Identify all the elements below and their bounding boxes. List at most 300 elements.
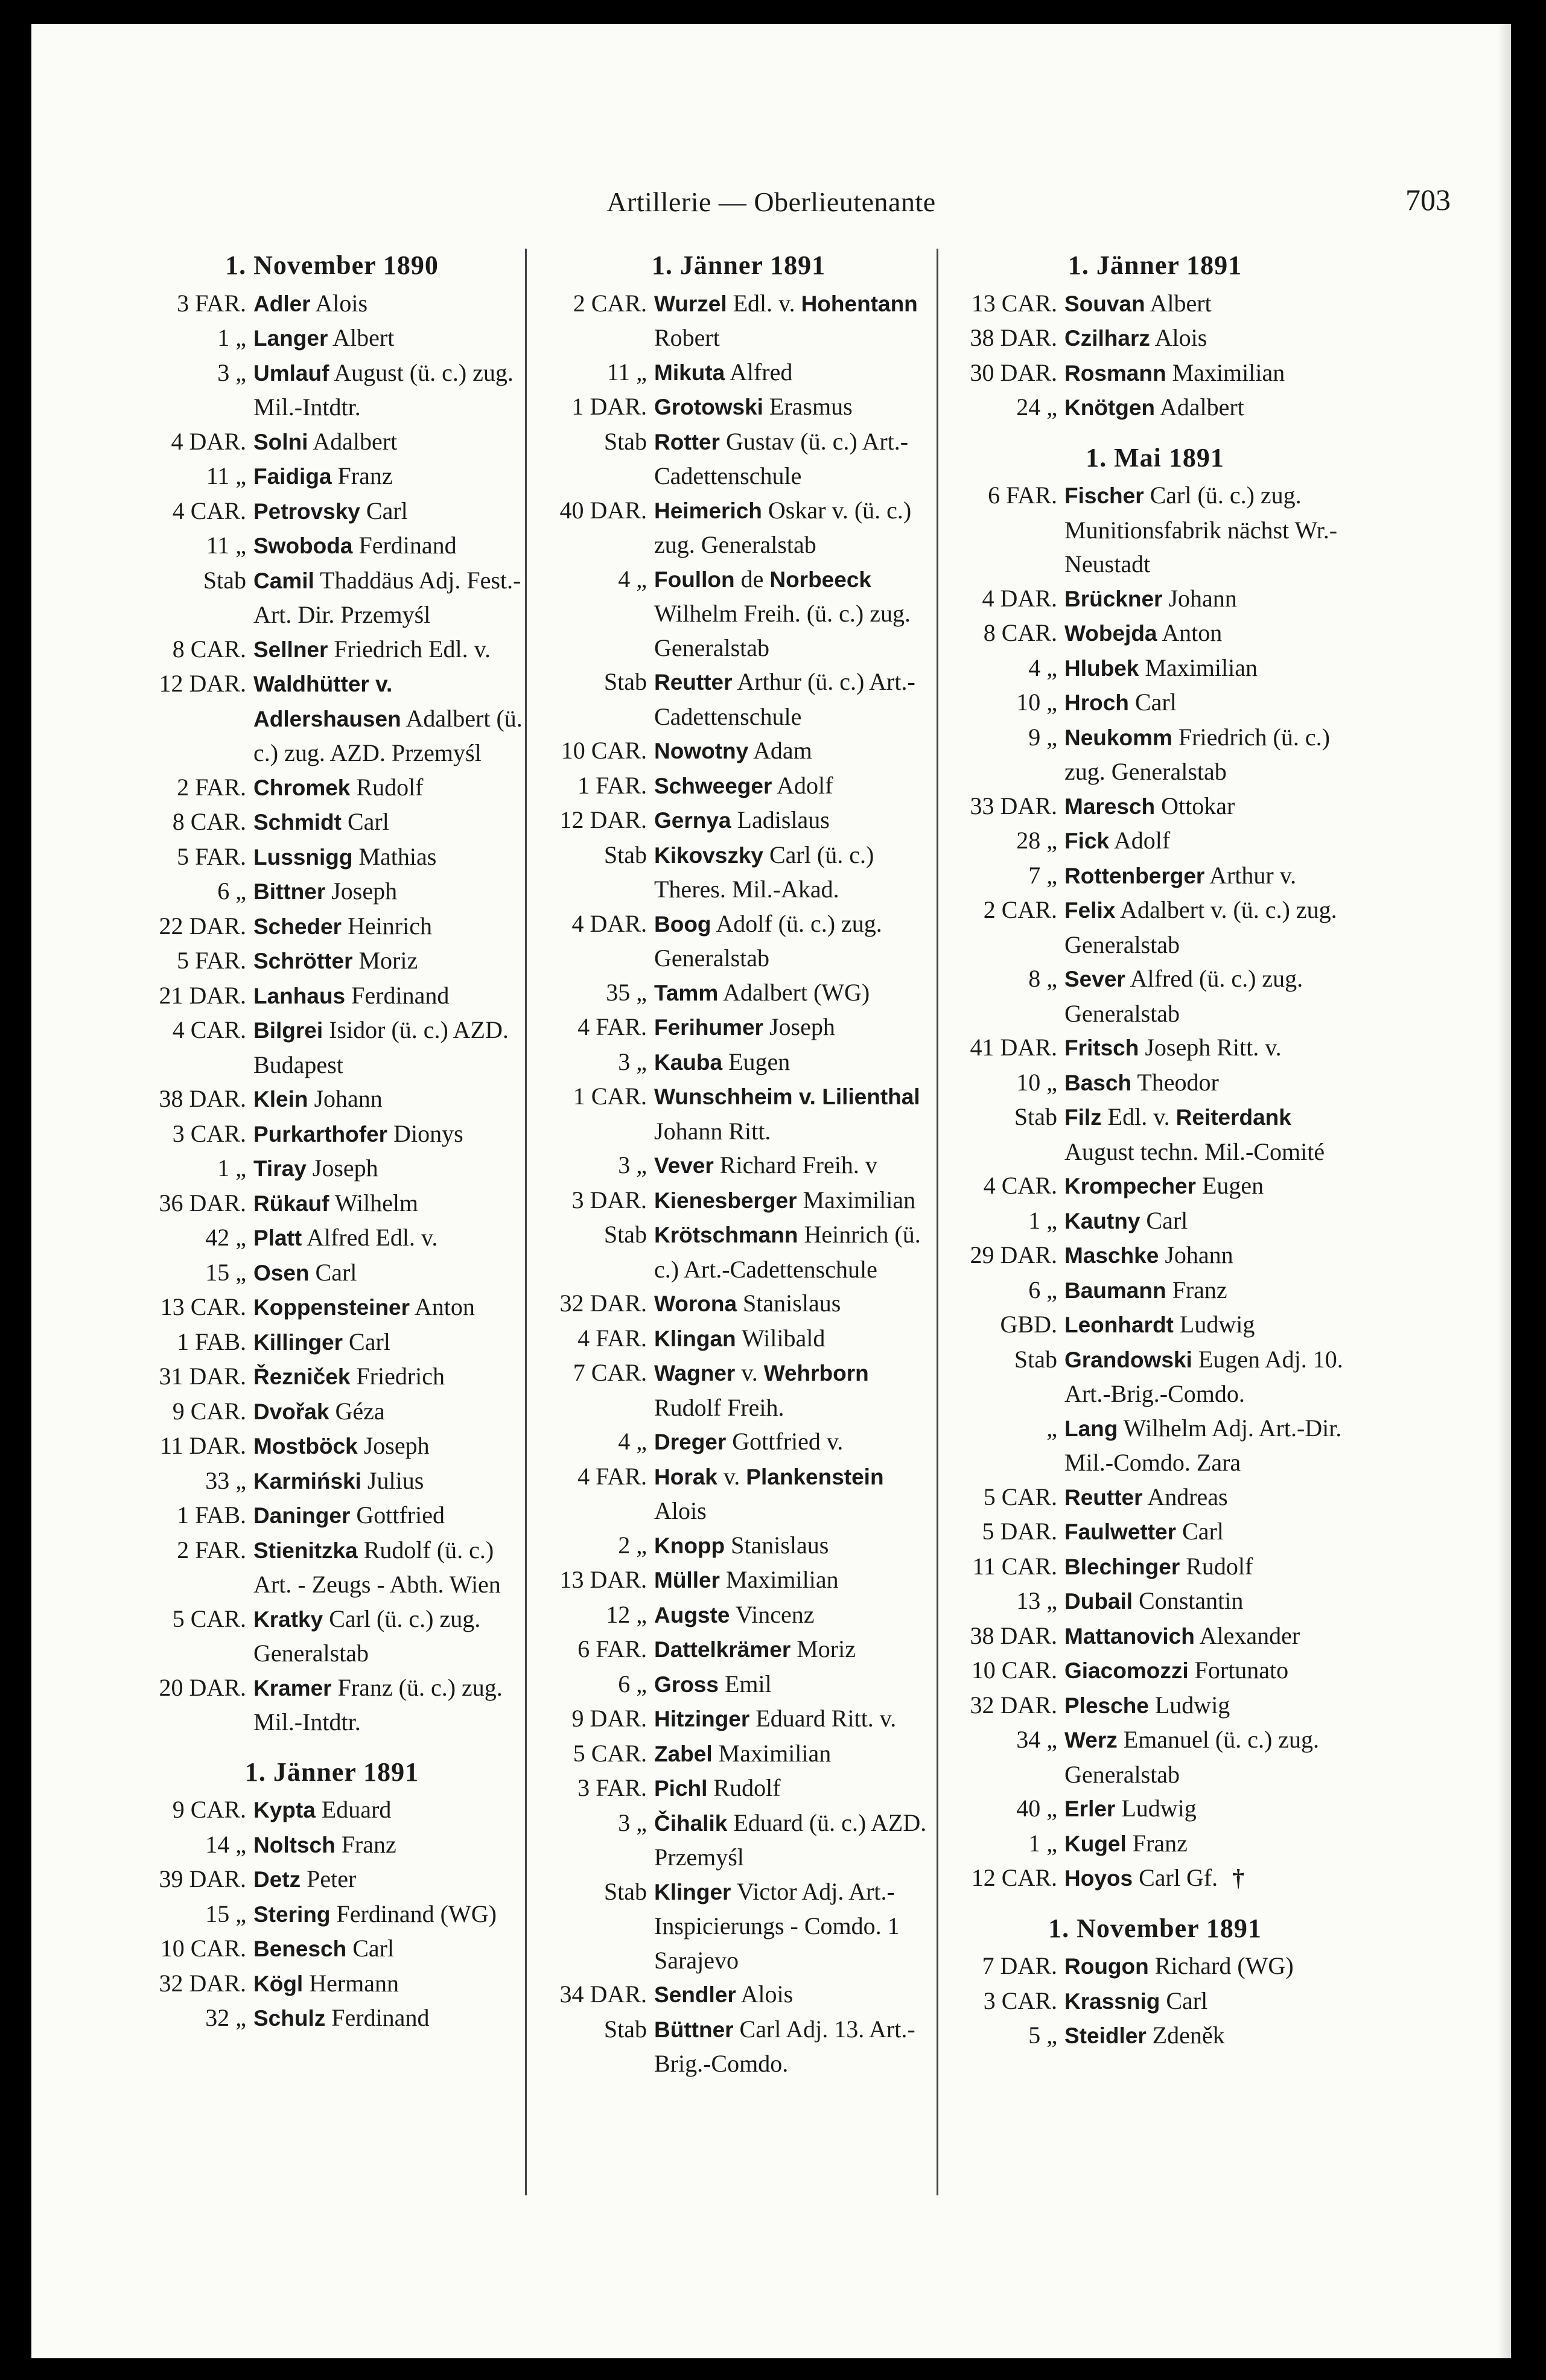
officer-surname: Klinger	[654, 1879, 731, 1904]
entry-text	[654, 494, 938, 562]
entry-details: Mathias	[358, 842, 437, 870]
roster-entry	[139, 1429, 525, 1464]
unit-label: 3 CAR.	[172, 1119, 246, 1147]
entry-text	[1064, 824, 1360, 859]
entry-details-cont: August techn. Mil.-Comité	[1064, 1138, 1325, 1165]
entry-text	[1064, 616, 1360, 651]
entry-text	[654, 769, 938, 804]
unit-label: 38 DAR.	[970, 324, 1057, 351]
entry-text	[1064, 321, 1360, 356]
unit-label: 11 CAR.	[972, 1552, 1057, 1580]
officer-surname: Maresch	[1064, 794, 1156, 819]
roster-entry	[139, 1897, 525, 1932]
entry-text	[654, 1875, 938, 1978]
entry-text	[1064, 1480, 1360, 1515]
entry-text	[654, 734, 938, 769]
officer-surname: Benesch	[253, 1936, 347, 1961]
entry-text	[1064, 1792, 1360, 1827]
entry-details: Carl	[315, 1258, 357, 1286]
entry-text	[253, 1082, 525, 1117]
entry-text	[253, 1967, 525, 2002]
entry-text	[654, 1460, 938, 1529]
entry-text	[654, 1771, 938, 1806]
entry-details: Moriz	[358, 947, 418, 974]
column-2	[539, 249, 938, 2081]
unit-label: 1 FAR.	[577, 771, 647, 799]
roster-entry	[950, 287, 1360, 322]
entry-details: Isidor (ü. c.) AZD. Budapest	[253, 1016, 509, 1078]
unit-label: 41 DAR.	[970, 1034, 1057, 1061]
officer-surname: Schmidt	[253, 810, 342, 835]
entry-text	[253, 1013, 525, 1082]
roster-entry	[539, 838, 938, 907]
entry-text	[1064, 1688, 1360, 1723]
entry-text	[654, 1598, 938, 1633]
roster-entry	[139, 840, 525, 875]
officer-surname: Reutter	[1064, 1484, 1143, 1510]
entry-details: Friedrich Edl. v.	[334, 635, 491, 663]
entry-text	[1064, 390, 1360, 425]
entry-details: Carl	[366, 497, 408, 524]
unit-label: 3 „	[618, 1048, 647, 1075]
entry-text	[253, 529, 525, 564]
entry-details: Edl. v.	[733, 289, 795, 317]
entry-text	[1064, 1343, 1360, 1411]
unit-label: 5 CAR.	[983, 1483, 1057, 1510]
roster-entry	[950, 1343, 1360, 1411]
officer-surname: Baumann	[1064, 1278, 1166, 1303]
roster-entry	[950, 1515, 1360, 1550]
entry-text	[253, 1186, 525, 1221]
entry-details: Alois	[1154, 324, 1207, 351]
roster-entry	[539, 1218, 938, 1287]
entry-details: Hermann	[309, 1969, 399, 1997]
roster-entry	[139, 805, 525, 840]
roster-entry	[950, 321, 1360, 356]
roster-entry	[139, 1464, 525, 1499]
roster-entry	[539, 1148, 938, 1183]
unit-label: 1 „	[217, 324, 246, 351]
unit-label: 13 DAR.	[559, 1566, 647, 1593]
entry-details: Richard Freih. v	[719, 1151, 877, 1179]
entry-text	[1064, 582, 1360, 617]
unit-label: 29 DAR.	[970, 1241, 1057, 1268]
officer-surname: Stienitzka	[253, 1538, 358, 1563]
officer-surname: Daninger	[253, 1503, 351, 1528]
entry-details: Moriz	[797, 1635, 856, 1662]
officer-surname: Wurzel	[654, 291, 727, 316]
officer-surname: Foullon	[654, 567, 735, 592]
entry-details: Adalbert (ü. c.) zug. AZD. Przemyśl	[253, 704, 523, 766]
officer-surname: Büttner	[654, 2017, 734, 2042]
unit-label: 12 CAR.	[971, 1864, 1057, 1891]
unit-label: 30 DAR.	[970, 358, 1057, 386]
unit-label: 10 CAR.	[971, 1656, 1057, 1684]
entry-text	[1064, 1515, 1360, 1550]
unit-label: 24 „	[1016, 393, 1057, 421]
roster-entry	[139, 771, 525, 806]
officer-surname: Killinger	[253, 1329, 343, 1355]
entry-details: Carl (ü. c.) zug. Generalstab	[253, 1605, 481, 1667]
entry-details-cont: Rudolf Freih.	[654, 1393, 784, 1421]
entry-text	[253, 667, 525, 771]
document-page	[31, 24, 1511, 2358]
entry-details: Anton	[414, 1293, 475, 1320]
entry-details: v.	[741, 1359, 758, 1386]
roster-entry	[950, 582, 1360, 617]
officer-surname: Krötschmann	[654, 1223, 798, 1247]
roster-entry	[539, 1598, 938, 1633]
entry-details: Gottfried	[356, 1501, 445, 1529]
roster-entry	[950, 1792, 1360, 1827]
officer-surname: Dattelkrämer	[654, 1637, 791, 1662]
unit-label: 1 FAB.	[177, 1328, 246, 1355]
roster-entry	[539, 1771, 938, 1806]
roster-entry	[950, 1411, 1360, 1480]
roster-entry	[139, 459, 525, 494]
entry-details: Rudolf	[1186, 1552, 1253, 1580]
unit-label: 4 „	[618, 1428, 647, 1455]
section-heading: 1. Jänner 1891	[1067, 250, 1242, 280]
unit-label: 12 „	[606, 1600, 647, 1628]
entry-text	[654, 355, 938, 390]
entry-details: Fortunato	[1194, 1656, 1289, 1684]
entry-text	[654, 1425, 938, 1460]
roster-entry	[139, 1151, 525, 1186]
officer-surname: Lang	[1064, 1416, 1118, 1441]
roster-entry	[139, 356, 525, 425]
unit-label: 10 „	[1016, 1068, 1057, 1096]
entry-details: Eugen	[728, 1048, 790, 1075]
roster-entry	[950, 2019, 1360, 2054]
officer-surname: Steidler	[1064, 2023, 1147, 2048]
officer-surname: Nowotny	[654, 739, 749, 763]
roster-entry	[950, 356, 1360, 391]
officer-surname: Faidiga	[253, 464, 332, 489]
entry-details: Maximilian	[718, 1739, 832, 1767]
entry-details: Carl (ü. c.) Theres. Mil.-Akad.	[654, 841, 874, 903]
roster-entry	[139, 1793, 525, 1828]
roster-entry	[539, 976, 938, 1011]
entry-text	[654, 2012, 938, 2081]
entry-details: Victor Adj. Art.-Inspicierungs - Comdo. 1 Sarajevo	[654, 1877, 900, 1974]
roster-entry	[539, 1460, 938, 1529]
unit-label: 12 DAR.	[159, 670, 246, 697]
roster-entry	[950, 893, 1360, 962]
entry-text	[253, 1221, 525, 1256]
entry-text	[1064, 1273, 1360, 1308]
entry-details: Maximilian	[803, 1186, 916, 1214]
roster-entry	[139, 667, 525, 771]
officer-surname: Kauba	[654, 1049, 723, 1075]
entry-text	[253, 1897, 525, 1932]
roster-entry	[950, 616, 1360, 651]
officer-surname: Knötgen	[1064, 395, 1156, 420]
entry-details: Joseph	[331, 877, 398, 905]
roster-entry	[950, 1169, 1360, 1204]
entry-text	[654, 665, 938, 734]
entry-details: Franz (ü. c.) zug. Mil.-Intdtr.	[253, 1673, 503, 1736]
entry-text	[654, 1148, 938, 1183]
unit-label: 5 FAR.	[177, 947, 246, 974]
roster-entry	[139, 1602, 525, 1671]
officer-surname: Krompecher	[1064, 1174, 1196, 1198]
unit-label: GBD.	[1000, 1311, 1057, 1338]
entry-details: Carl Gf.	[1139, 1864, 1218, 1891]
roster-entry	[539, 1080, 938, 1148]
entry-text	[654, 1218, 938, 1287]
entry-details: Theodor	[1137, 1068, 1219, 1096]
unit-label: 14 „	[205, 1830, 246, 1858]
unit-label: 5 DAR.	[982, 1518, 1057, 1545]
entry-text	[253, 356, 525, 425]
unit-label: 12 DAR.	[559, 806, 647, 833]
entry-text	[1064, 651, 1360, 686]
unit-label: 5 CAR.	[573, 1739, 647, 1767]
unit-label: 4 FAR.	[577, 1324, 647, 1352]
roster-entry	[539, 803, 938, 838]
roster-entry	[139, 1013, 525, 1082]
officer-surname: Plesche	[1064, 1693, 1149, 1718]
entry-text	[1064, 1066, 1360, 1101]
entry-text	[253, 1862, 525, 1897]
entry-details: Adalbert	[1159, 393, 1244, 421]
entry-details: Ludwig	[1154, 1691, 1230, 1719]
entry-text	[253, 1533, 525, 1602]
unit-label: 4 FAR.	[577, 1013, 647, 1040]
officer-surname: Camil	[253, 568, 314, 593]
section-heading: 1. Jänner 1891	[651, 250, 826, 280]
entry-details: Friedrich	[356, 1363, 445, 1390]
roster-entry	[139, 1290, 525, 1325]
officer-surname: Maschke	[1064, 1243, 1159, 1268]
entry-details-cont: Wilhelm Freih. (ü. c.) zug. Generalstab	[654, 600, 911, 661]
roster-entry	[950, 479, 1360, 582]
entry-text	[1064, 1619, 1360, 1654]
officer-surname: Filz	[1064, 1105, 1102, 1130]
entry-details-cont: Robert	[654, 324, 720, 351]
roster-entry	[139, 1395, 525, 1430]
roster-entry	[539, 1010, 938, 1045]
officer-surname: Neukomm	[1064, 725, 1172, 750]
unit-label: 8 CAR.	[172, 808, 246, 835]
roster-entry	[539, 1356, 938, 1425]
unit-label: 11 „	[206, 532, 246, 559]
entry-details: Carl	[1146, 1206, 1188, 1234]
entry-text	[1064, 1584, 1360, 1619]
entry-details: Peter	[307, 1865, 357, 1892]
officer-surname: Adler	[253, 291, 311, 316]
roster-entry	[950, 1949, 1360, 1984]
entry-text	[654, 390, 938, 425]
officer-surname: Noltsch	[253, 1832, 336, 1857]
entry-details: Adalbert (WG)	[723, 978, 870, 1006]
entry-details: Eugen Adj. 10. Art.-Brig.-Comdo.	[1064, 1345, 1343, 1407]
officer-surname: Kienesberger	[654, 1188, 797, 1213]
officer-surname: Hitzinger	[654, 1707, 750, 1731]
entry-details: Carl	[347, 808, 389, 835]
entry-text	[253, 2001, 525, 2036]
entry-text	[253, 459, 525, 494]
entry-text	[654, 1978, 938, 2012]
roster-entry	[539, 1806, 938, 1875]
officer-surname: Fick	[1064, 829, 1110, 853]
section-heading: 1. November 1890	[225, 250, 439, 280]
entry-text	[654, 1632, 938, 1667]
officer-surname: Müller	[654, 1568, 720, 1592]
officer-surname: Wobejda	[1064, 621, 1157, 646]
entry-text	[253, 1793, 525, 1828]
entry-text	[1064, 1169, 1360, 1204]
roster-entry	[139, 1671, 525, 1740]
unit-label: 5 FAR.	[177, 842, 246, 870]
unit-label: 34 „	[1016, 1726, 1057, 1753]
unit-label: 4 „	[618, 565, 647, 593]
entry-details: Alfred Edl. v.	[306, 1224, 438, 1251]
officer-surname: Sellner	[253, 637, 328, 662]
officer-surname: Solni	[253, 429, 308, 454]
entry-text	[654, 287, 938, 355]
officer-surname: Swoboda	[253, 533, 353, 558]
entry-text	[1064, 1411, 1360, 1480]
entry-details: Johann Ritt.	[654, 1117, 771, 1145]
officer-surname: Sendler	[654, 1982, 736, 2007]
entry-details: Heinrich	[348, 912, 432, 940]
unit-label: 3 CAR.	[983, 1987, 1057, 2014]
unit-label: 7 CAR.	[573, 1359, 647, 1386]
entry-text	[654, 1287, 938, 1322]
entry-details: Alexander	[1199, 1621, 1300, 1649]
officer-surname: Platt	[253, 1226, 302, 1250]
entry-text	[1064, 1204, 1360, 1239]
roster-entry	[950, 1031, 1360, 1066]
unit-label: 34 DAR.	[559, 1981, 647, 2008]
entry-details: Carl (ü. c.) zug. Munitionsfabrik nächst Wr.-Neustadt	[1064, 482, 1338, 578]
roster-entry	[539, 1529, 938, 1564]
entry-text	[253, 1498, 525, 1533]
unit-label: 9 CAR.	[172, 1397, 246, 1425]
unit-label: 10 „	[1016, 689, 1057, 716]
entry-text	[1064, 1949, 1360, 1984]
unit-label: 32 DAR.	[159, 1969, 246, 1997]
officer-surname: Felix	[1064, 898, 1116, 923]
entry-text	[1064, 1308, 1360, 1343]
entry-details: Alfred	[729, 358, 793, 386]
roster-entry	[539, 1322, 938, 1357]
unit-label: 5 CAR.	[172, 1605, 246, 1632]
section-heading: 1. November 1891	[1048, 1913, 1262, 1943]
unit-label: 10 CAR.	[561, 737, 647, 764]
entry-details: Ferdinand (WG)	[336, 1900, 497, 1927]
unit-label: Stab	[1014, 1345, 1057, 1373]
entry-text	[654, 1010, 938, 1045]
roster-entry	[950, 1723, 1360, 1792]
entry-details: Franz	[337, 462, 393, 489]
entry-details: Franz	[1172, 1276, 1227, 1303]
roster-entry	[950, 1100, 1360, 1169]
entry-details: Emil	[724, 1670, 772, 1698]
entry-text	[253, 840, 525, 875]
entry-text	[654, 1322, 938, 1357]
unit-label: 1 „	[1028, 1829, 1057, 1857]
roster-entry	[139, 944, 525, 979]
entry-text	[1064, 789, 1360, 824]
entry-text	[253, 771, 525, 806]
unit-label: 8 „	[1028, 965, 1057, 992]
officer-surname: Grotowski	[654, 395, 763, 419]
officer-surname: Vever	[654, 1153, 714, 1178]
roster-entry	[539, 1702, 938, 1737]
officer-surname: Ferihumer	[654, 1015, 763, 1040]
roster-entry	[139, 425, 525, 460]
officer-surname: Gross	[654, 1672, 719, 1697]
roster-entry	[139, 1498, 525, 1533]
roster-entry	[539, 1632, 938, 1667]
unit-label: 32 DAR.	[559, 1290, 647, 1317]
unit-label: 39 DAR.	[159, 1865, 246, 1892]
entry-text	[253, 1117, 525, 1152]
unit-label: 9 DAR.	[571, 1705, 647, 1732]
entry-details: Arthur (ü. c.) Art.-Cadettenschule	[654, 668, 915, 730]
unit-label: Stab	[603, 2015, 647, 2043]
entry-text	[1064, 1031, 1360, 1066]
officer-surname: Klein	[253, 1087, 308, 1112]
officer-surname: Giacomozzi	[1064, 1658, 1189, 1683]
entry-text	[253, 1429, 525, 1464]
entry-details: Carl	[1166, 1987, 1208, 2014]
officer-surname: Purkarthofer	[253, 1121, 388, 1147]
officer-surname: Kögl	[253, 1971, 304, 1996]
unit-label: 9 „	[1028, 723, 1057, 751]
entry-details: Franz	[341, 1830, 396, 1858]
roster-entry	[950, 824, 1360, 859]
entry-details: Vincenz	[735, 1600, 815, 1628]
entry-details: Rudolf (ü. c.) Art. - Zeugs - Abth. Wien	[253, 1536, 501, 1598]
entry-text	[1064, 1550, 1360, 1585]
unit-label: 20 DAR.	[159, 1673, 246, 1701]
officer-surname: Hroch	[1064, 690, 1129, 715]
roster-entry	[539, 1875, 938, 1978]
entry-details: Emanuel (ü. c.) zug. Generalstab	[1064, 1726, 1320, 1788]
officer-surname: Souvan	[1064, 291, 1145, 316]
page-edge-shadow	[1498, 24, 1511, 2358]
officer-surname-part: Hohentann	[801, 291, 918, 316]
entry-text	[1064, 1827, 1360, 1862]
unit-label: 38 DAR.	[159, 1085, 246, 1112]
officer-surname: Boog	[654, 911, 711, 937]
entry-text	[1064, 479, 1360, 582]
unit-label: 35 „	[606, 978, 647, 1006]
officer-surname: Stering	[253, 1901, 331, 1927]
unit-label: 1 „	[1028, 1206, 1057, 1234]
unit-label: 7 DAR.	[982, 1952, 1057, 1979]
unit-label: 13 CAR.	[971, 289, 1057, 317]
officer-surname: Osen	[253, 1260, 310, 1285]
roster-entry	[539, 1183, 938, 1218]
entry-text	[253, 1325, 525, 1360]
unit-label: 32 DAR.	[970, 1691, 1057, 1719]
roster-entry	[539, 907, 938, 976]
officer-surname: Mattanovich	[1064, 1623, 1195, 1649]
entry-details: Rudolf	[713, 1774, 781, 1801]
unit-label: 32 „	[205, 2004, 246, 2031]
entry-details: Ladislaus	[737, 806, 830, 833]
entry-text	[1064, 1238, 1360, 1273]
entry-text	[253, 1256, 525, 1291]
entry-text	[654, 562, 938, 666]
entry-text	[654, 1563, 938, 1598]
roster-entry	[139, 874, 525, 909]
